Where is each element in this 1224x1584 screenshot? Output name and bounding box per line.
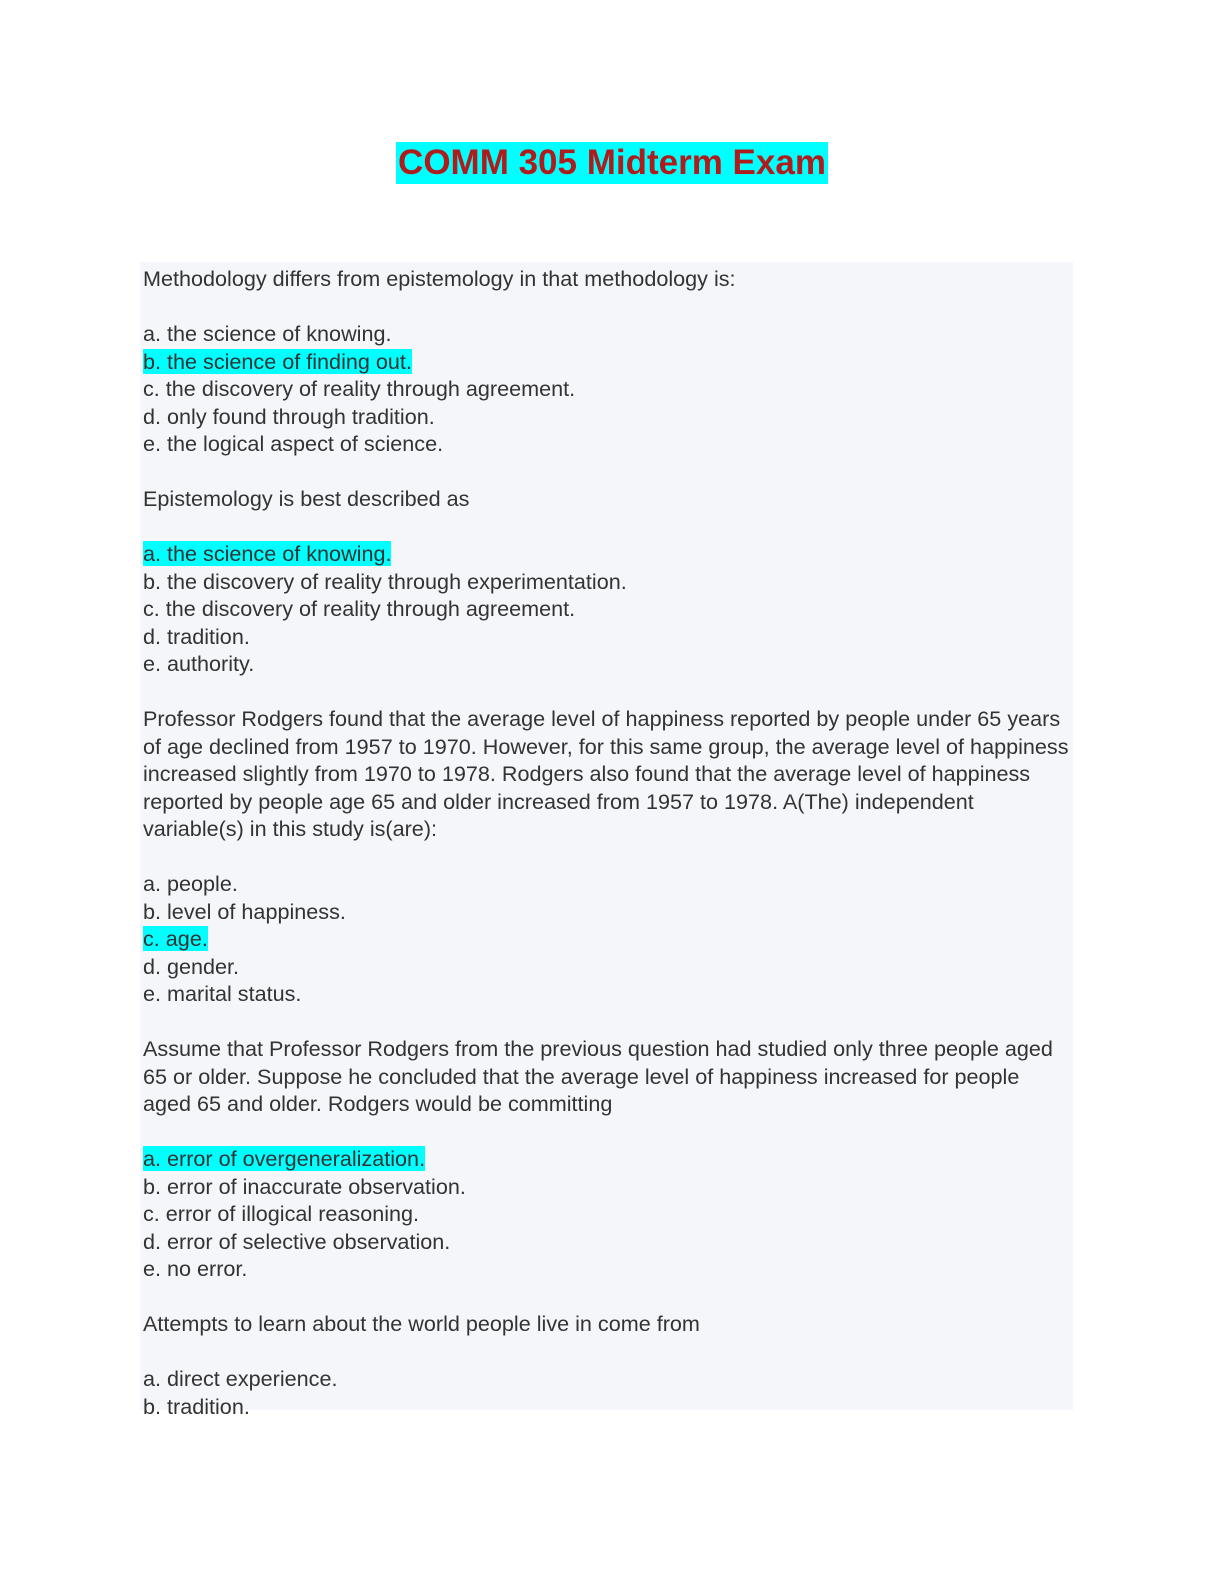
answer-text: a. direct experience. [143,1366,338,1391]
answer-option [143,568,1073,596]
answer-text: e. authority. [143,651,255,676]
answer-text: b. tradition. [143,1393,250,1419]
answer-option [143,870,1073,898]
answer-text: d. gender. [143,953,240,979]
answer-option [143,1228,1073,1256]
answer-text: a. people. [143,871,238,896]
question-block [143,1310,1073,1420]
question-text: Methodology differs from epistemology in that methodology is: [143,266,736,291]
answer-text: a. the science of knowing. [143,321,392,346]
title-container [0,142,1224,184]
answer-option [143,1145,1073,1173]
answer-text: c. error of illogical reasoning. [143,1201,420,1226]
answer-option [143,953,1073,981]
answer-option [143,375,1073,403]
answer-text: c. the discovery of reality through agreement. [143,596,576,621]
answer-text: e. marital status. [143,981,302,1006]
page-title: COMM 305 Midterm Exam [398,143,826,182]
answer-option [143,1200,1073,1228]
highlighted-answer-text: c. age. [143,926,208,951]
answer-options [143,1365,1073,1420]
question-text: Attempts to learn about the world people live in come from [143,1311,700,1336]
answer-option [143,1255,1073,1283]
answer-options [143,1145,1073,1283]
answer-option [143,925,1073,953]
answer-options [143,540,1073,678]
answer-options [143,870,1073,1008]
answer-text: d. error of selective observation. [143,1228,451,1254]
answer-text: b. level of happiness. [143,898,346,924]
answer-option [143,540,1073,568]
answer-text: b. error of inaccurate observation. [143,1173,466,1199]
highlighted-answer-text: a. error of overgeneralization. [143,1146,426,1171]
answer-text: e. no error. [143,1256,248,1281]
answer-option [143,320,1073,348]
answer-text: e. the logical aspect of science. [143,431,444,456]
exam-content [140,262,1073,1419]
question-block [143,1035,1073,1283]
answer-option [143,980,1073,1008]
answer-option [143,348,1073,376]
answer-option [143,898,1073,926]
question-block [143,705,1073,1008]
answer-text: d. tradition. [143,623,250,649]
highlighted-answer-text: b. the science of finding out. [143,348,412,374]
answer-text: d. only found through tradition. [143,403,435,429]
answer-option [143,650,1073,678]
question-block [143,485,1073,678]
question-text: Professor Rodgers found that the average level of happiness reported by people under 65 years of age declined from 1957 to 1970. However, for this same group, the average level of happiness increased slightly from 1970 to 1978. Rodgers also found that the average level of happiness reported by people age 65 and older increased from 1957 to 1978. A(The) independent variable(s) in this study is(are): [143,706,1069,841]
answer-option [143,1365,1073,1393]
highlighted-answer-text: a. the science of knowing. [143,541,392,566]
question-text: Assume that Professor Rodgers from the previous question had studied only three people aged 65 or older. Suppose he concluded that the average level of happiness increased for people aged 65 and older. Rodgers would be committing [143,1036,1053,1116]
answer-option [143,595,1073,623]
question-block [143,265,1073,458]
answer-text: c. the discovery of reality through agreement. [143,376,576,401]
answer-option [143,430,1073,458]
answer-option [143,403,1073,431]
answer-option [143,1393,1073,1421]
answer-options [143,320,1073,458]
question-text: Epistemology is best described as [143,486,470,511]
answer-option [143,1173,1073,1201]
answer-option [143,623,1073,651]
answer-text: b. the discovery of reality through experimentation. [143,568,627,594]
